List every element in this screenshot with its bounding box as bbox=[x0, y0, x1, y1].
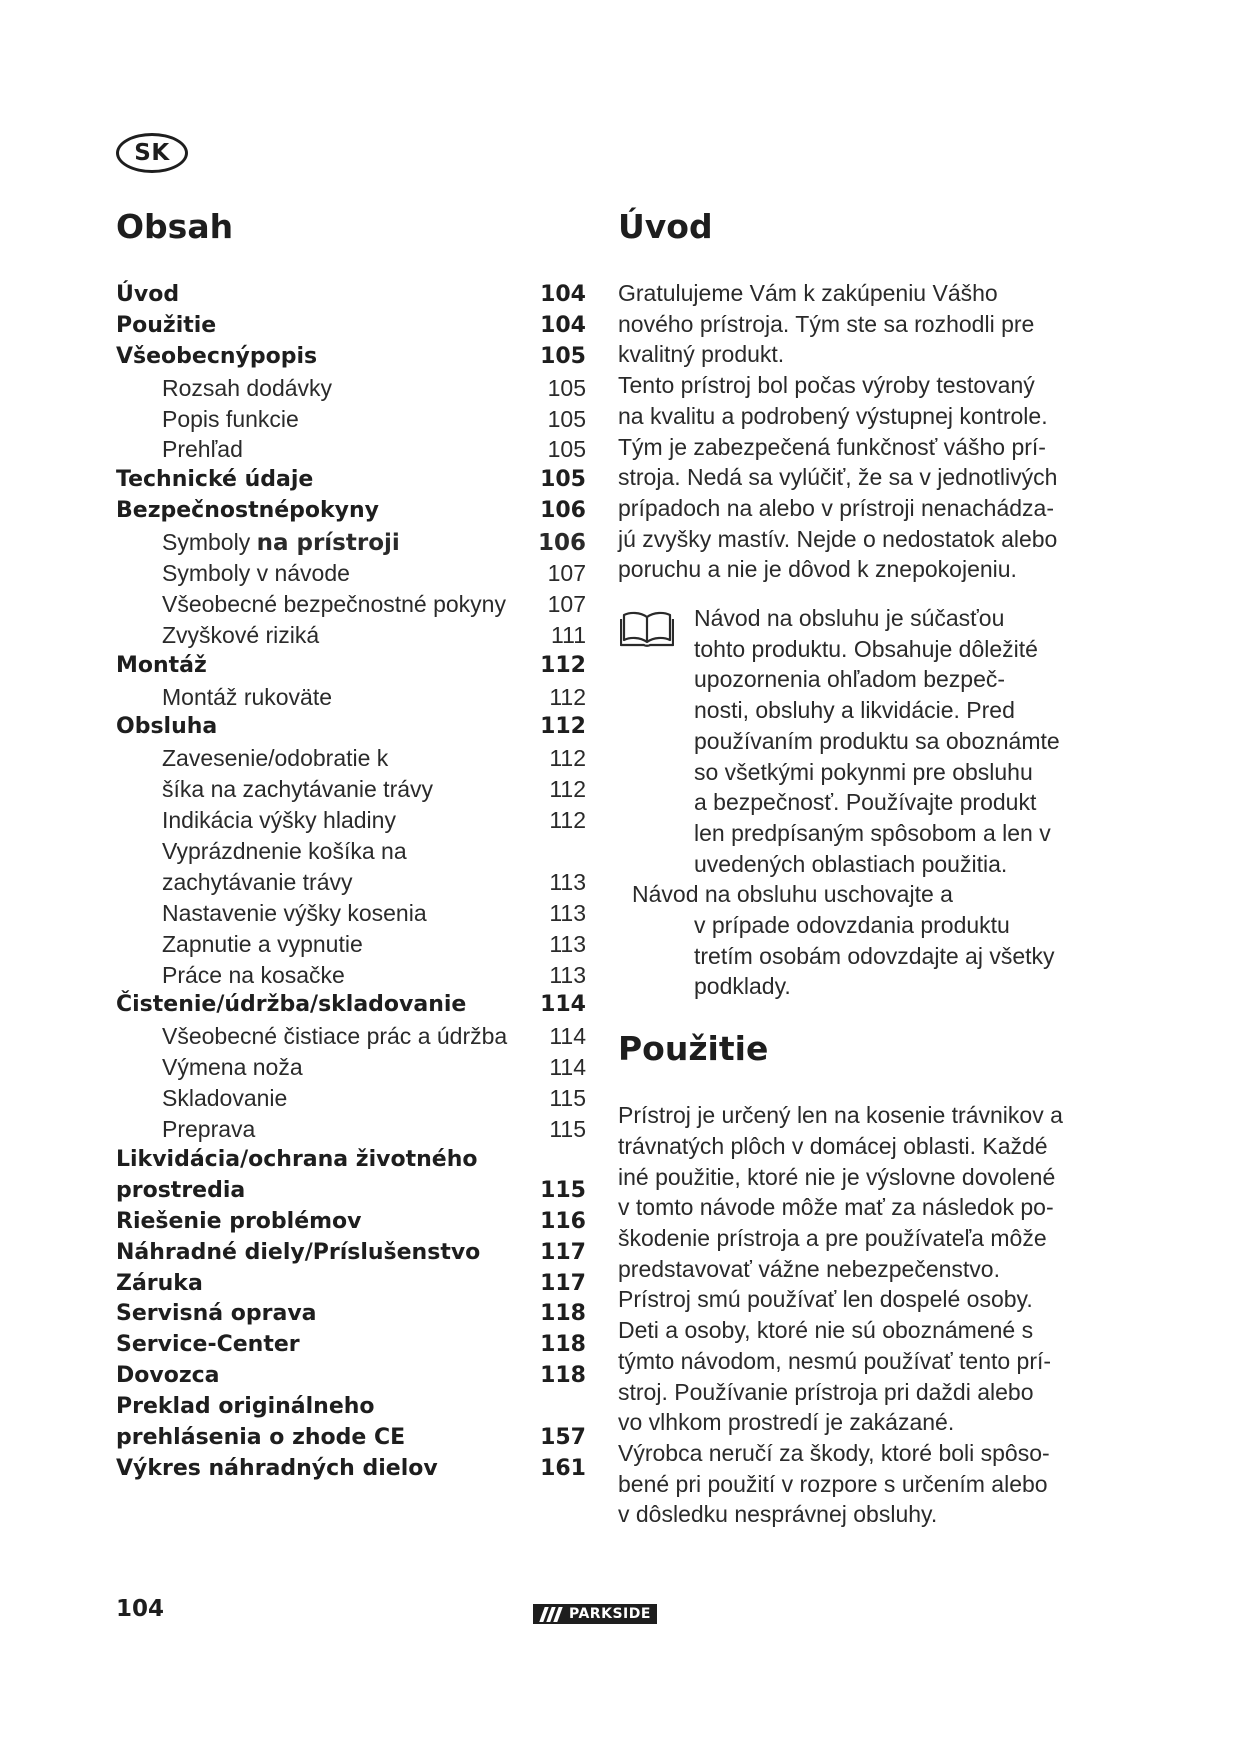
brand-stripes-icon bbox=[533, 1604, 566, 1624]
intro-text bbox=[618, 278, 1138, 585]
text-line: trávnatých plôch v domácej oblasti. Každé bbox=[618, 1132, 1048, 1159]
toc-entry[interactable]: Obsluha 112 bbox=[116, 714, 586, 740]
usage-text bbox=[618, 1100, 1138, 1530]
toc-entry[interactable]: Čistenie/údržba/skladovanie 114 bbox=[116, 992, 586, 1018]
manual-notice bbox=[618, 603, 1138, 1002]
toc-subentry[interactable]: Indikácia výšky hladiny 112 bbox=[162, 807, 586, 834]
text-line: podklady. bbox=[694, 973, 791, 1000]
toc-entry[interactable]: Likvidácia/ochrana životného bbox=[116, 1146, 478, 1172]
toc-title: Obsah bbox=[116, 207, 234, 246]
toc-entry[interactable]: Úvod 104 bbox=[116, 282, 586, 307]
toc-entry[interactable]: Technické údaje 105 bbox=[116, 467, 586, 493]
text-line: poruchu a nie je dôvod k znepokojeniu. bbox=[618, 556, 1017, 583]
toc-subentry[interactable]: Zvyškové riziká 111 bbox=[162, 621, 586, 648]
text-line: nového prístroja. Tým ste sa rozhodli pre bbox=[618, 310, 1035, 337]
text-line: tohto produktu. Obsahuje dôležité bbox=[694, 635, 1038, 662]
text-line: Tým je zabezpečená funkčnosť vášho prí- bbox=[618, 433, 1046, 460]
toc-entry[interactable]: Všeobecnýpopis 105 bbox=[116, 343, 586, 369]
text-line: Gratulujeme Vám k zakúpeniu Vášho bbox=[618, 280, 998, 306]
text-line: vo vlhkom prostredí je zakázané. bbox=[618, 1409, 955, 1436]
toc-subentry[interactable]: Zavesenie/odobratie k 112 bbox=[162, 745, 586, 772]
toc-entry[interactable]: prostredia 115 bbox=[116, 1177, 586, 1203]
toc-subentry[interactable]: Montáž rukoväte 112 bbox=[162, 683, 586, 710]
toc-subentry[interactable]: Symboly v návode 107 bbox=[162, 560, 586, 587]
text-line: prípadoch na alebo v prístroji nenachádza- bbox=[618, 494, 1055, 521]
toc-subentry[interactable]: Popis funkcie 105 bbox=[162, 405, 586, 432]
text-line: Deti a osoby, ktoré nie sú oboznámené s bbox=[618, 1317, 1034, 1344]
text-line: v dôsledku nesprávnej obsluhy. bbox=[618, 1501, 938, 1528]
toc-subentry[interactable]: Práce na kosačke 113 bbox=[162, 961, 586, 988]
toc-entry[interactable]: Dovozca 118 bbox=[116, 1363, 586, 1389]
notice-text bbox=[694, 603, 1138, 879]
table-of-contents bbox=[116, 200, 586, 1485]
toc-entry[interactable]: Service-Center 118 bbox=[116, 1332, 586, 1358]
text-line: Tento prístroj bol počas výroby testovaný bbox=[618, 372, 1035, 399]
toc-subentry[interactable]: Prehľad 105 bbox=[162, 436, 586, 463]
toc-subentry[interactable]: Všeobecné bezpečnostné pokyny 107 bbox=[162, 590, 586, 617]
content-column bbox=[618, 200, 1138, 1530]
text-line: škodenie prístroja a pre používateľa môže bbox=[618, 1224, 1047, 1251]
text-line: týmto návodom, nesmú používať tento prí- bbox=[618, 1347, 1052, 1374]
page-number: 104 bbox=[116, 1596, 165, 1622]
toc-subentry[interactable]: Skladovanie 115 bbox=[162, 1085, 586, 1112]
toc-subentry[interactable]: Nastavenie výšky kosenia 113 bbox=[162, 899, 586, 926]
usage-heading: Použitie bbox=[618, 1029, 769, 1069]
text-line: predstavovať vážne nebezpečenstvo. bbox=[618, 1255, 1000, 1282]
toc-entry[interactable]: Výkres náhradných dielov 161 bbox=[116, 1455, 586, 1481]
toc-entry[interactable]: Použitie 104 bbox=[116, 312, 586, 338]
toc-entry[interactable]: Náhradné diely/Príslušenstvo 117 bbox=[116, 1239, 586, 1265]
text-line: Prístroj je určený len na kosenie trávnikov a bbox=[618, 1102, 1063, 1129]
toc-subentry[interactable]: Všeobecné čistiace prác a údržba 114 bbox=[162, 1023, 586, 1050]
toc-entry[interactable]: Preklad originálneho bbox=[116, 1394, 375, 1420]
text-line: len predpísaným spôsobom a len v bbox=[694, 819, 1051, 846]
toc-subentry[interactable]: zachytávanie trávy 113 bbox=[162, 868, 586, 895]
language-badge: SK bbox=[116, 133, 188, 173]
toc-subentry[interactable]: Preprava 115 bbox=[162, 1116, 586, 1143]
toc-subentry[interactable]: šíka na zachytávanie trávy 112 bbox=[162, 776, 586, 803]
text-line: kvalitný produkt. bbox=[618, 341, 785, 368]
text-line: iné použitie, ktoré nie je výslovne dovolené bbox=[618, 1163, 1056, 1190]
text-line: v prípade odovzdania produktu bbox=[694, 912, 1010, 939]
toc-subentry[interactable]: Symboly na prístroji 106 bbox=[162, 529, 586, 557]
text-line: bené pri použití v rozpore s určením alebo bbox=[618, 1470, 1048, 1497]
text-line: Návod na obsluhu uschovajte a bbox=[632, 881, 953, 908]
text-line: jú zvyšky mastív. Nejde o nedostatok alebo bbox=[618, 525, 1058, 552]
intro-heading: Úvod bbox=[618, 207, 713, 246]
text-line: Výrobca neručí za škody, ktoré boli spôso- bbox=[618, 1439, 1050, 1466]
text-line: uvedených oblastiach použitia. bbox=[694, 850, 1008, 877]
toc-entry[interactable]: Montáž 112 bbox=[116, 652, 586, 678]
text-line: stroj. Používanie prístroja pri daždi alebo bbox=[618, 1378, 1034, 1405]
text-line: tretím osobám odovzdajte aj všetky bbox=[694, 942, 1055, 969]
text-line: Prístroj smú používať len dospelé osoby. bbox=[618, 1286, 1033, 1313]
toc-entry[interactable]: Bezpečnostnépokyny 106 bbox=[116, 498, 586, 524]
brand-logo bbox=[533, 1604, 657, 1624]
toc-list bbox=[116, 280, 586, 1485]
notice-tail-text bbox=[694, 910, 1138, 1002]
text-line: upozornenia ohľadom bezpeč- bbox=[694, 666, 1006, 693]
toc-entry[interactable]: Záruka 117 bbox=[116, 1270, 586, 1296]
toc-entry[interactable]: Servisná oprava 118 bbox=[116, 1301, 586, 1327]
text-line: používaním produktu sa oboznámte bbox=[694, 727, 1060, 754]
toc-subentry[interactable]: Zapnutie a vypnutie 113 bbox=[162, 930, 586, 957]
text-line: stroja. Nedá sa vylúčiť, že sa v jednotlivých bbox=[618, 464, 1058, 491]
toc-subentry[interactable]: Vyprázdnenie košíka na bbox=[162, 838, 407, 865]
text-line: na kvalitu a podrobený výstupnej kontrole. bbox=[618, 402, 1048, 429]
brand-name: PARKSIDE bbox=[569, 1606, 651, 1622]
toc-entry[interactable]: Riešenie problémov 116 bbox=[116, 1208, 586, 1234]
text-line: so všetkými pokynmi pre obsluhu bbox=[694, 758, 1033, 785]
book-icon bbox=[620, 609, 674, 647]
text-line: Návod na obsluhu je súčasťou bbox=[694, 605, 1005, 632]
toc-subentry[interactable]: Výmena noža 114 bbox=[162, 1054, 586, 1081]
text-line: nosti, obsluhy a likvidácie. Pred bbox=[694, 697, 1015, 724]
text-line: v tomto návode môže mať za následok po- bbox=[618, 1194, 1054, 1221]
toc-subentry[interactable]: Rozsah dodávky 105 bbox=[162, 374, 586, 401]
toc-entry[interactable]: prehlásenia o zhode CE 157 bbox=[116, 1424, 586, 1450]
text-line: a bezpečnosť. Používajte produkt bbox=[694, 789, 1037, 816]
